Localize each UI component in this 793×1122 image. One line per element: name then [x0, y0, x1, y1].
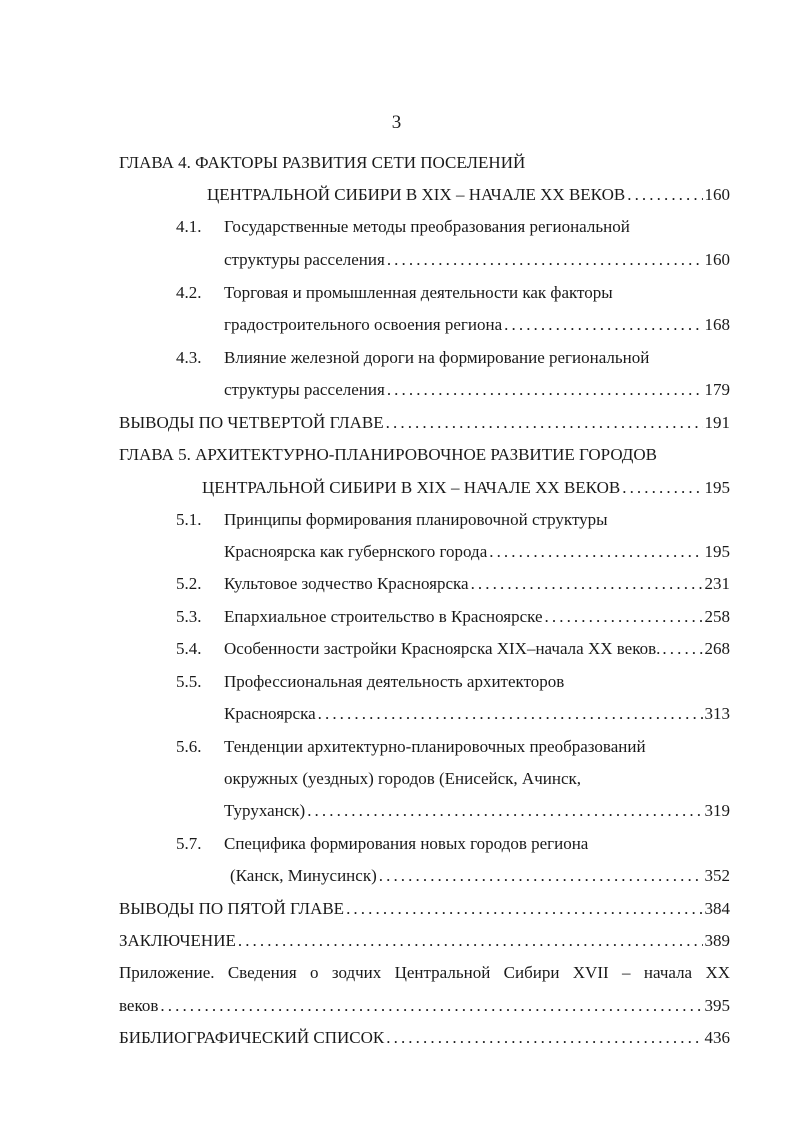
bibliography-entry [119, 1027, 730, 1049]
section-5-7-title-line-2: (Канск, Минусинск) [230, 866, 377, 885]
section-5-6-page: 319 [704, 801, 730, 820]
section-4-1-title-line-2: структуры расселения [224, 250, 385, 269]
section-4-1-page: 160 [704, 250, 730, 269]
chapter-5-title-line-2: ЦЕНТРАЛЬНОЙ СИБИРИ В XIX – НАЧАЛЕ XX ВЕКОВ [202, 478, 621, 497]
section-5-1-title-line-1: Принципы формирования планировочной структуры [224, 510, 608, 529]
chapter-4-title-line-2: ЦЕНТРАЛЬНОЙ СИБИРИ В XIX – НАЧАЛЕ XX ВЕКОВ [207, 185, 626, 204]
appendix-title-line-1: Приложение. Сведения о зодчих Центральной Сибири XVII – начала XX [119, 963, 730, 982]
leader-dots [379, 865, 703, 887]
section-4-2-entry [224, 314, 730, 336]
section-5-1-number: 5.1. [176, 510, 202, 529]
section-4-3-page: 179 [704, 380, 730, 399]
section-4-3-title-line-1: Влияние железной дороги на формирование региональной [224, 348, 650, 367]
bibliography-title: БИБЛИОГРАФИЧЕСКИЙ СПИСОК [119, 1028, 385, 1047]
section-5-1-title-line-2: Красноярска как губернского города [224, 542, 488, 561]
section-5-3-entry [224, 606, 730, 628]
section-4-3-title-line-2: структуры расселения [224, 380, 385, 399]
section-5-5-number: 5.5. [176, 672, 202, 691]
section-5-6-title-line-1: Тенденции архитектурно-планировочных преобразований [224, 737, 646, 756]
section-5-5-entry [224, 703, 730, 725]
leader-dots [387, 379, 703, 401]
leader-dots [471, 573, 703, 595]
bibliography-page: 436 [704, 1028, 730, 1047]
leader-dots [238, 930, 703, 952]
section-5-4-number: 5.4. [176, 639, 202, 658]
section-5-5-title-line-1: Профессиональная деятельность архитекторов [224, 672, 565, 691]
section-5-7-title-line-1: Специфика формирования новых городов региона [224, 834, 589, 853]
leader-dots [387, 249, 703, 271]
chapter-5-entry [202, 477, 730, 499]
section-4-2-page: 168 [704, 315, 730, 334]
conclusions-chapter-4-title: ВЫВОДЫ ПО ЧЕТВЕРТОЙ ГЛАВЕ [119, 413, 384, 432]
conclusions-chapter-4-page: 191 [704, 413, 730, 432]
section-5-4-entry [224, 638, 730, 660]
chapter-4-entry [207, 184, 730, 206]
section-4-2-title-line-1: Торговая и промышленная деятельности как факторы [224, 283, 613, 302]
chapter-4-page: 160 [704, 185, 730, 204]
leader-dots [386, 412, 703, 434]
leader-dots [627, 184, 702, 206]
section-5-3-title: Епархиальное строительство в Красноярске [224, 607, 543, 626]
chapter-5-title-line-1: ГЛАВА 5. АРХИТЕКТУРНО-ПЛАНИРОВОЧНОЕ РАЗВИТИЕ ГОРОДОВ [119, 445, 657, 464]
chapter-4-title-line-1: ГЛАВА 4. ФАКТОРЫ РАЗВИТИЯ СЕТИ ПОСЕЛЕНИЙ [119, 153, 526, 172]
section-5-7-number: 5.7. [176, 834, 202, 853]
conclusions-chapter-4-entry [119, 412, 730, 434]
section-4-3-number: 4.3. [176, 348, 202, 367]
leader-dots [622, 477, 702, 499]
section-5-3-page: 258 [704, 607, 730, 626]
leader-dots [662, 638, 702, 660]
section-5-7-page: 352 [704, 866, 730, 885]
section-5-5-title-line-2: Красноярска [224, 704, 316, 723]
conclusion-page: 389 [704, 931, 730, 950]
leader-dots [346, 898, 702, 920]
section-4-2-title-line-2: градостроительного освоения региона [224, 315, 503, 334]
chapter-5-page: 195 [704, 478, 730, 497]
section-5-3-number: 5.3. [176, 607, 202, 626]
conclusions-chapter-5-title: ВЫВОДЫ ПО ПЯТОЙ ГЛАВЕ [119, 899, 345, 918]
section-5-2-number: 5.2. [176, 574, 202, 593]
section-4-2-number: 4.2. [176, 283, 202, 302]
section-4-3-entry [224, 379, 730, 401]
section-5-6-number: 5.6. [176, 737, 202, 756]
leader-dots [386, 1027, 702, 1049]
leader-dots [504, 314, 702, 336]
section-4-1-number: 4.1. [176, 217, 202, 236]
section-5-1-entry [224, 541, 730, 563]
section-4-1-title-line-1: Государственные методы преобразования региональной [224, 217, 630, 236]
conclusions-chapter-5-entry [119, 898, 730, 920]
section-5-1-page: 195 [704, 542, 730, 561]
leader-dots [545, 606, 703, 628]
conclusion-title: ЗАКЛЮЧЕНИЕ [119, 931, 236, 950]
section-5-6-title-line-2: окружных (уездных) городов (Енисейск, Ачинск, [224, 769, 582, 788]
section-5-2-page: 231 [704, 574, 730, 593]
section-5-4-page: 268 [704, 639, 730, 658]
conclusion-entry [119, 930, 730, 952]
section-5-7-entry [230, 865, 730, 887]
section-5-2-entry [224, 573, 730, 595]
leader-dots [160, 995, 702, 1017]
leader-dots [318, 703, 703, 725]
section-5-6-title-line-3: Туруханск) [224, 801, 306, 820]
section-5-5-page: 313 [704, 704, 730, 723]
conclusions-chapter-5-page: 384 [704, 899, 730, 918]
section-5-4-title: Особенности застройки Красноярска XIX–начала XX веков. [224, 639, 661, 658]
appendix-entry [119, 995, 730, 1017]
section-4-1-entry [224, 249, 730, 271]
appendix-title-line-2: веков [119, 996, 159, 1015]
appendix-page: 395 [704, 996, 730, 1015]
section-5-6-entry [224, 800, 730, 822]
section-5-2-title: Культовое зодчество Красноярска [224, 574, 469, 593]
leader-dots [489, 541, 702, 563]
page-number: 3 [391, 112, 402, 133]
leader-dots [307, 800, 702, 822]
